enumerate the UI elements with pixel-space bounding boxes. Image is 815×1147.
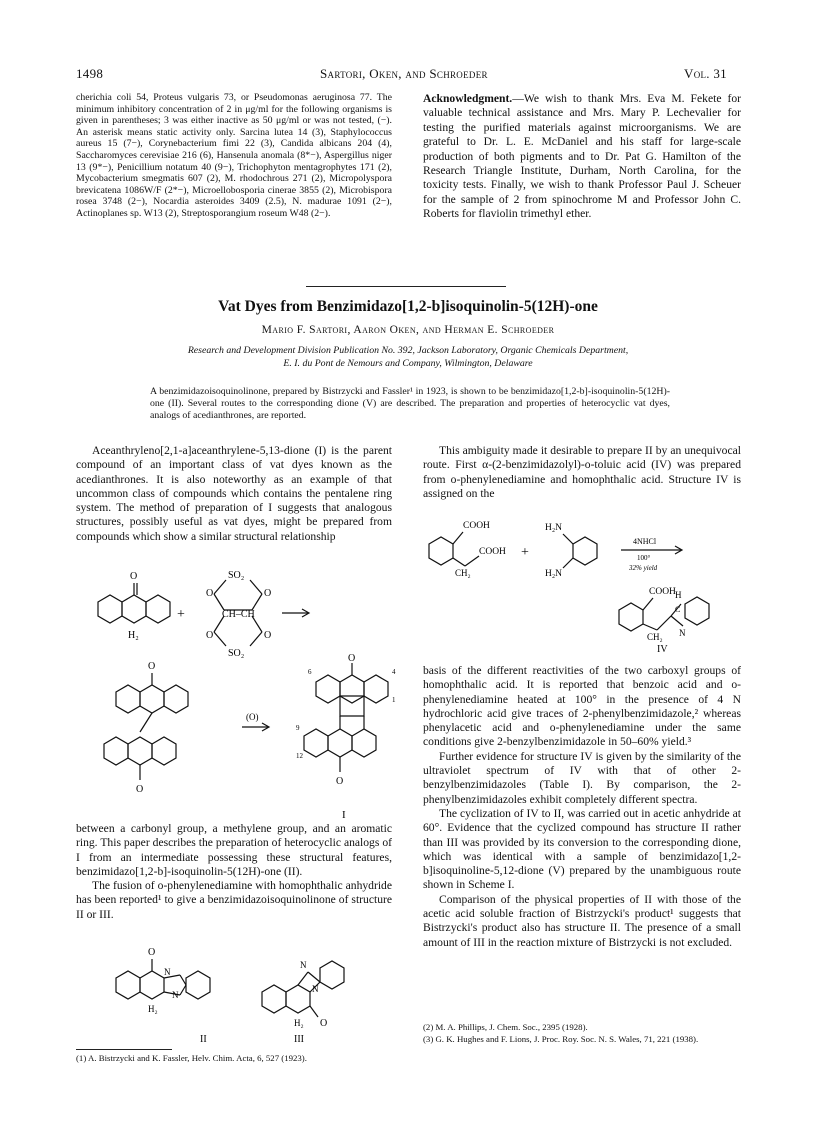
- reagent-o-label-4: O: [264, 630, 272, 641]
- temperature-conditions: 100°: [637, 554, 651, 562]
- footnote-rule-left: [76, 1049, 172, 1050]
- left-paragraph-3: The fusion of o-phenylenediamine with homophthalic anhydride has been reported¹ to give a benzimidazoisoquinolinone of structure II or III.: [76, 879, 392, 921]
- ch2-label-2: CH₂: [647, 632, 663, 642]
- right-paragraph-2: basis of the different reactivities of the two carboxyl groups of homophthalic acid. It is reported that benzoic acid and o-phenylenediamine heated at 100° in the presence of 4 N hydrochloric acid give traces of 2-phenylbenzimidazole,² whereas phenylacetic acid and o-phenylenediamine under the same conditions give 2-benzylbenzimidazole in 50–60% yield.³: [423, 664, 741, 749]
- cooh-label-3: COOH: [649, 587, 676, 597]
- product-o-bottom: O: [336, 776, 344, 787]
- hcl-conditions: 4NHCl: [633, 537, 657, 546]
- footnote-2: (2) M. A. Phillips, J. Chem. Soc., 2395 (1928).: [423, 1022, 588, 1032]
- footnote-3: (3) G. K. Hughes and F. Lions, J. Proc. Roy. Soc. N. S. Wales, 71, 221 (1938).: [423, 1034, 699, 1044]
- iii-h2-label: H₂: [294, 1018, 304, 1028]
- dimer-o-top: O: [148, 661, 156, 672]
- prev-article-left-text: cherichia coli 54, Proteus vulgaris 73, or Pseudomonas aeruginosa 77. The minimum inhibitory concentration of 2 in μg/ml for the following organisms is given in parentheses; 3 was either inactive as 50 μg/ml or was not tested, (−). An asterisk means static activity only. Sarcina lutea 14 (3), Staphylococcus aureus 15 (7−), Corynebacterium fimi 22 (3), Candida albicans 204 (4), Saccharomyces cerevisiae 216 (6), Hansenula anomala (8*−), Aspergillus niger 13 (9*−), Penicillium notatum 40 (9−), Trichophyton mentagrophytes 171 (2), Mycobacterium smegmatis 607 (2), M. rhodochrous 271 (2), Micropolyspora brevicatena 1086W/F (2*−), Microellobosporia cinerae 3855 (2), Microbispora rosea 3748 (2−), Nocardia asteroides 3409 (2.5), N. madurae 1091 (2−), Actinoplanes sp. W13 (2), Streptosporangium roseum W48 (2−).: [76, 92, 392, 219]
- so2-top-label: SO₂: [228, 570, 245, 581]
- right-column-top: [423, 444, 741, 501]
- iii-n-label-2: N: [312, 984, 319, 994]
- anthrone-h2-label: H₂: [128, 630, 139, 641]
- left-paragraph-2: between a carbonyl group, a methylene group, and an aromatic ring. This paper describes the preparation of heterocyclic analogs of I from an intermediate possessing these structural features, benzimidazo[1,2-b]-isoquinolin-5(12H)-one (II).: [76, 822, 392, 878]
- plus-sign-2: +: [521, 545, 529, 560]
- iii-n-label-1: N: [300, 960, 307, 970]
- reagent-o-label-2: O: [264, 588, 272, 599]
- structures-II-III: [76, 942, 396, 1048]
- abstract: A benzimidazoisoquinolinone, prepared by Bistrzycki and Fassler¹ in 1923, is shown to be benzimidazo[1,2-b]-isoquinolin-5(12H)-one (II). Several routes to the corresponding dione (V) are described. The preparation and properties of heterocyclic vat dyes, analogs of acedianthrones, are reported.: [150, 386, 670, 421]
- left-column-bottom: [76, 822, 392, 922]
- affiliation-line-1: Research and Development Division Publication No. 392, Jackson Laboratory, Organic Chemicals Department,: [187, 345, 629, 356]
- yield-conditions: 32% yield: [629, 564, 658, 572]
- right-paragraph-4: The cyclization of IV to II, was carried out in acetic anhydride at 60°. Evidence that the cyclized compound has structure II rather than III was provided by its conversion to the corresponding dione, which was identical with a sample of benzimidazo[1,2-b]isoquinoline-5,12-dione (V) prepared by the unambiguous route shown in Scheme I.: [423, 806, 741, 892]
- position-12: 12: [296, 752, 303, 760]
- product-o-top: O: [348, 653, 356, 664]
- right-column-bottom: [423, 664, 741, 950]
- compound-label-IV: IV: [657, 644, 668, 652]
- position-9: 9: [296, 724, 300, 732]
- acknowledgment-paragraph: [423, 92, 741, 222]
- anthrone-o-label: O: [130, 571, 138, 582]
- ii-o-label: O: [148, 947, 156, 958]
- scheme-anthrone-reaction: [76, 566, 396, 666]
- reagent-o-label-1: O: [206, 588, 214, 599]
- footnote-1: (1) A. Bistrzycki and K. Fassler, Helv. Chim. Acta, 6, 527 (1923).: [76, 1053, 307, 1063]
- so2-bottom-label: SO₂: [228, 648, 245, 659]
- compound-label-II: II: [200, 1034, 207, 1045]
- right-paragraph-1: This ambiguity made it desirable to prepare II by an unequivocal route. First α-(2-benzimidazolyl)-o-toluic acid (IV) was prepared from o-phenylenediamine and homophthalic acid. Structure IV is assigned on the: [423, 444, 741, 500]
- article-separator: [306, 286, 506, 287]
- h2n-label-2: H₂N: [545, 569, 563, 579]
- acknowledgment-heading: Acknowledgment.: [423, 92, 513, 105]
- iv-c-label: C: [675, 605, 681, 614]
- h2n-label-1: H₂N: [545, 523, 563, 533]
- iii-o-label: O: [320, 1018, 328, 1029]
- ch2-label-1: CH₂: [455, 568, 471, 578]
- left-paragraph-1: Aceanthryleno[2,1-a]aceanthrylene-5,13-dione (I) is the parent compound of an important class of vat dyes known as the acedianthrones. It is also noteworthy as an example of that uncommon class of compounds which contains the pentalene ring system. The method of preparation of I suggests that analogous structures, possibly useful as vat dyes, might be prepared from compounds which show a similar structural relationship: [76, 444, 392, 543]
- oxidation-label: (O): [246, 712, 259, 722]
- affiliation-line-2: E. I. du Pont de Nemours and Company, Wilmington, Delaware: [283, 358, 533, 369]
- left-column-top: [76, 444, 392, 544]
- article-title: Vat Dyes from Benzimidazo[1,2-b]isoquinolin-5(12H)-one: [218, 298, 598, 315]
- position-4: 4: [392, 668, 396, 676]
- article-authors: Mario F. Sartori, Aaron Oken, and Herman E. Schroeder: [261, 324, 555, 336]
- ii-n-label-1: N: [164, 967, 171, 977]
- page-number: 1498: [76, 66, 104, 81]
- acknowledgment-text: —We wish to thank Mrs. Eva M. Fekete for valuable technical assistance and Mrs. Mary P. Lechevalier for testing the purified materials against microorganisms. We are grateful to Dr. L. E. McDaniel and his staff for large-scale production of both pigments and to Dr. Pat G. Hamilton of the Research Triangle Institute, Durham, North Carolina, for the toxicity tests. Finally, we wish to thank Professor Paul J. Scheuer for the sample of 2 from spinochrome M and Professor John C. Roberts for flaviolin trimethyl ether.: [423, 92, 741, 221]
- ii-h2-label: H₂: [148, 1004, 158, 1014]
- right-paragraph-5: Comparison of the physical properties of II with those of the acetic acid soluble fraction of Bistrzycki's product¹ suggests that Bistrzycki's product also has structure II. The presence of a small amount of III in the reaction mixture of Bistrzycki is not excluded.: [423, 892, 741, 949]
- compound-label-I: I: [342, 809, 346, 821]
- position-6: 6: [308, 668, 312, 676]
- ii-n-label-2: N: [172, 990, 179, 1000]
- plus-sign-1: +: [177, 607, 185, 622]
- scheme-synthesis-IV: [423, 512, 743, 652]
- iv-n-label: N: [679, 628, 686, 638]
- cooh-label-2: COOH: [479, 547, 506, 557]
- volume-label: Vol. 31: [684, 66, 727, 81]
- reagent-o-label-3: O: [206, 630, 214, 641]
- chch-label: CH–CH: [222, 609, 255, 620]
- running-title: Sartori, Oken, and Schroeder: [320, 66, 488, 81]
- cooh-label-1: COOH: [463, 521, 490, 531]
- iv-h-label: H: [675, 590, 682, 600]
- right-paragraph-3: Further evidence for structure IV is given by the similarity of the ultraviolet spectrum of IV with that of other 2-benzylbenzimidazoles (Table I). By comparison, the 2-phenylbenzimidazoles exhibit completely different spectra.: [423, 749, 741, 806]
- compound-label-III: III: [294, 1034, 304, 1045]
- scheme-dimer-oxidation: [76, 652, 396, 824]
- position-1: 1: [392, 696, 396, 704]
- dimer-o-bottom: O: [136, 784, 144, 795]
